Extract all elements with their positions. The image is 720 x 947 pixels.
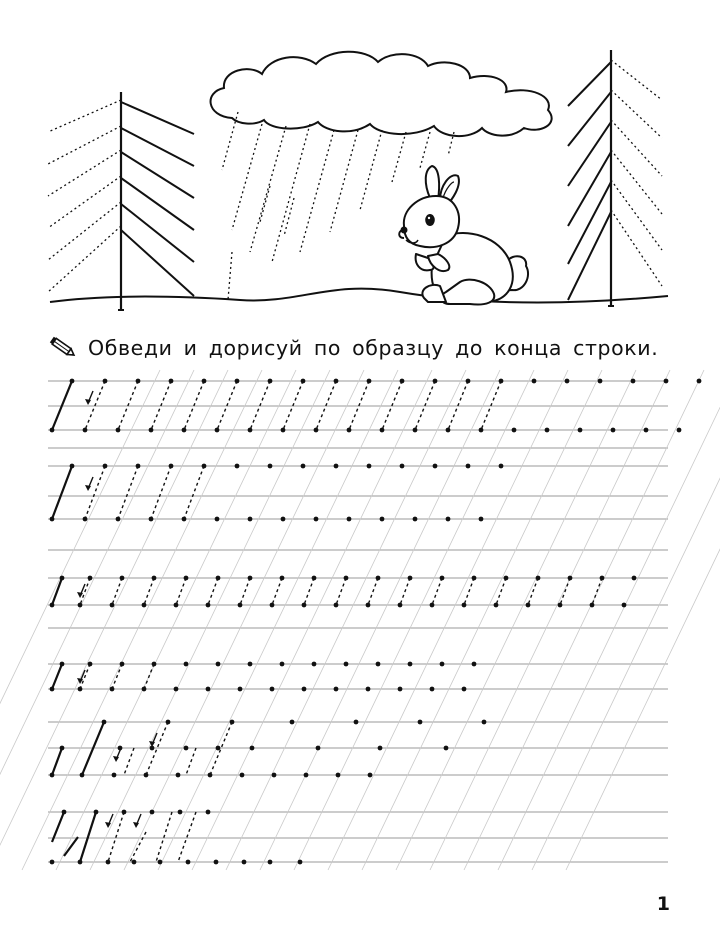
- slant-guide-line: [328, 370, 568, 870]
- tracing-dot: [230, 720, 235, 725]
- tracing-dot: [50, 687, 55, 692]
- slant-guide-line: [226, 370, 466, 870]
- tracing-dot: [376, 662, 381, 667]
- tracing-stroke: [178, 812, 196, 862]
- tracing-stroke: [151, 466, 171, 519]
- tracing-dot: [60, 576, 65, 581]
- tracing-dot: [50, 860, 55, 865]
- tracing-dot: [216, 746, 221, 751]
- tracing-dot: [176, 773, 181, 778]
- tracing-dot: [102, 720, 107, 725]
- tracing-stroke: [240, 578, 250, 605]
- tracing-dot: [158, 860, 163, 865]
- tracing-dot: [578, 428, 583, 433]
- tracing-stroke: [368, 578, 378, 605]
- tracing-stroke: [130, 832, 146, 862]
- tracing-dot: [60, 662, 65, 667]
- sample-stroke: [52, 466, 72, 519]
- tracing-dot: [334, 687, 339, 692]
- tracing-dot: [664, 379, 669, 384]
- tracing-dot: [380, 517, 385, 522]
- tracing-dot: [298, 860, 303, 865]
- tracing-stroke: [432, 578, 442, 605]
- tracing-dot: [242, 860, 247, 865]
- tracing-dot: [316, 746, 321, 751]
- tracing-dot: [248, 662, 253, 667]
- tracing-dot: [186, 860, 191, 865]
- tracing-dot: [344, 662, 349, 667]
- direction-arrow-icon: [77, 592, 83, 598]
- slant-guide-line: [192, 370, 432, 870]
- tracing-dot: [312, 662, 317, 667]
- tracing-dot: [413, 517, 418, 522]
- tracing-dot: [216, 662, 221, 667]
- tracing-dot: [214, 860, 219, 865]
- tracing-dot: [677, 428, 682, 433]
- tracing-dot: [304, 773, 309, 778]
- slant-guide-line: [90, 370, 330, 870]
- tracing-stroke: [304, 578, 314, 605]
- tracing-dot: [206, 687, 211, 692]
- slant-guide-line: [294, 370, 534, 870]
- tracing-dot: [215, 517, 220, 522]
- direction-arrow-icon: [85, 485, 91, 491]
- tracing-dot: [250, 746, 255, 751]
- tracing-dot: [174, 687, 179, 692]
- tracing-dot: [336, 773, 341, 778]
- tracing-dot: [208, 773, 213, 778]
- slant-guide-line: [566, 370, 720, 870]
- tracing-dot: [479, 517, 484, 522]
- tracing-dot: [94, 810, 99, 815]
- tracing-dot: [368, 773, 373, 778]
- tracing-dot: [532, 379, 537, 384]
- tracing-stroke: [176, 578, 186, 605]
- tracing-dot: [632, 576, 637, 581]
- tracing-dot: [80, 773, 85, 778]
- tracing-dot: [301, 464, 306, 469]
- tracing-dot: [400, 464, 405, 469]
- tracing-dot: [60, 746, 65, 751]
- tracing-dot: [354, 720, 359, 725]
- tracing-dot: [378, 746, 383, 751]
- tracing-dot: [144, 773, 149, 778]
- tracing-dot: [150, 746, 155, 751]
- tracing-stroke: [112, 664, 122, 689]
- slant-guide-line: [430, 370, 670, 870]
- slant-guide-line: [464, 370, 704, 870]
- sample-stroke: [64, 837, 78, 856]
- tracing-dot: [367, 464, 372, 469]
- tracing-dot: [697, 379, 702, 384]
- tracing-dot: [50, 773, 55, 778]
- tracing-dot: [62, 810, 67, 815]
- tracing-dot: [166, 720, 171, 725]
- tracing-dot: [106, 860, 111, 865]
- tracing-stroke: [592, 578, 602, 605]
- tracing-dot: [631, 379, 636, 384]
- tracing-dot: [565, 379, 570, 384]
- tracing-stroke: [496, 578, 506, 605]
- tracing-dot: [206, 810, 211, 815]
- tracing-dot: [281, 517, 286, 522]
- slant-guide-line: [260, 370, 500, 870]
- tracing-dot: [268, 464, 273, 469]
- instruction-text: Обведи и дорисуй по образцу до конца строки.: [88, 336, 659, 360]
- tracing-stroke: [124, 748, 134, 775]
- tracing-dot: [334, 464, 339, 469]
- tracing-dot: [50, 603, 55, 608]
- tracing-dot: [70, 464, 75, 469]
- tracing-dot: [512, 428, 517, 433]
- tracing-stroke: [272, 578, 282, 605]
- tracing-dot: [444, 746, 449, 751]
- tracing-dot: [270, 687, 275, 692]
- tracing-stroke: [400, 578, 410, 605]
- tracing-dot: [430, 687, 435, 692]
- tracing-stroke: [144, 578, 154, 605]
- tracing-dot: [302, 687, 307, 692]
- tracing-dot: [598, 379, 603, 384]
- tracing-dot: [280, 662, 285, 667]
- tracing-dot: [70, 379, 75, 384]
- tracing-dot: [472, 662, 477, 667]
- tracing-dot: [611, 428, 616, 433]
- tracing-stroke: [464, 578, 474, 605]
- tracing-dot: [366, 687, 371, 692]
- tracing-dot: [118, 746, 123, 751]
- tracing-dot: [112, 773, 117, 778]
- tracing-dot: [248, 517, 253, 522]
- tracing-dot: [178, 810, 183, 815]
- tracing-stroke: [144, 664, 154, 689]
- tracing-dot: [122, 810, 127, 815]
- tracing-dot: [272, 773, 277, 778]
- tracing-dot: [398, 687, 403, 692]
- tracing-dot: [433, 464, 438, 469]
- tracing-dot: [446, 517, 451, 522]
- tracing-dot: [462, 687, 467, 692]
- tracing-dot: [545, 428, 550, 433]
- tracing-dot: [50, 517, 55, 522]
- tracing-dot: [184, 662, 189, 667]
- slant-guide-line: [158, 370, 398, 870]
- direction-arrow-icon: [133, 822, 139, 828]
- slant-guide-line: [56, 370, 296, 870]
- sample-stroke: [52, 664, 62, 689]
- slant-guide-line: [498, 370, 720, 870]
- tracing-dot: [440, 662, 445, 667]
- tracing-dot: [622, 603, 627, 608]
- tracing-dot: [347, 517, 352, 522]
- slant-guide-line: [396, 370, 636, 870]
- tracing-dot: [408, 662, 413, 667]
- tracing-stroke: [336, 578, 346, 605]
- direction-arrow-icon: [105, 822, 111, 828]
- tracing-dot: [644, 428, 649, 433]
- tracing-dot: [482, 720, 487, 725]
- tracing-dot: [290, 720, 295, 725]
- tracing-stroke: [85, 466, 105, 519]
- slant-guide-line: [124, 370, 364, 870]
- tracing-stroke: [186, 748, 196, 775]
- direction-arrow-icon: [113, 756, 119, 762]
- page-number: 1: [656, 893, 670, 915]
- sample-stroke: [52, 748, 62, 775]
- slant-guide-line: [532, 370, 720, 870]
- tracing-dot: [50, 428, 55, 433]
- tracing-dot: [150, 810, 155, 815]
- tracing-dot: [238, 687, 243, 692]
- tracing-dot: [418, 720, 423, 725]
- direction-arrow-icon: [85, 399, 91, 405]
- tracing-dot: [499, 464, 504, 469]
- tracing-dot: [240, 773, 245, 778]
- tracing-stroke: [156, 812, 172, 862]
- tracing-dot: [314, 517, 319, 522]
- tracing-dot: [466, 464, 471, 469]
- slant-guide-line: [0, 370, 194, 870]
- tracing-dot: [132, 860, 137, 865]
- slant-guide-line: [22, 370, 262, 870]
- tracing-dot: [184, 746, 189, 751]
- tracing-dot: [268, 860, 273, 865]
- sample-stroke: [80, 812, 96, 862]
- slant-guide-line: [362, 370, 602, 870]
- tracing-stroke: [208, 578, 218, 605]
- tracing-dot: [78, 860, 83, 865]
- tracing-dot: [235, 464, 240, 469]
